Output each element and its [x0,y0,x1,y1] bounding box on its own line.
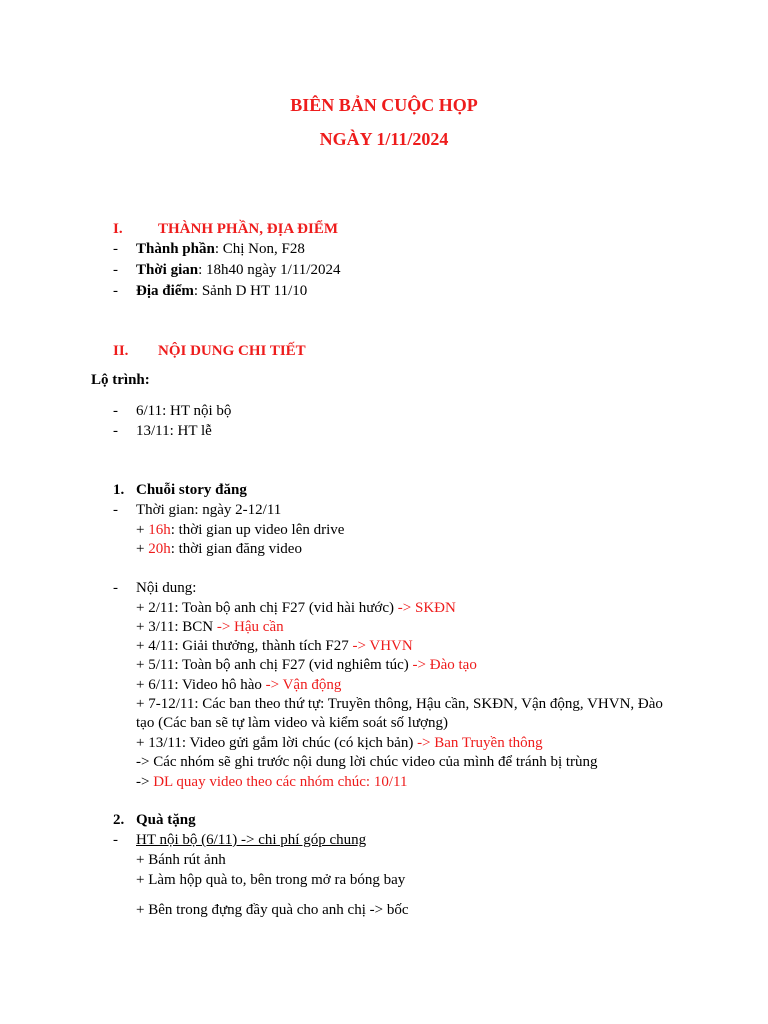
gift-sub-label: HT nội bộ (6/11) -> chi phí góp chung [136,832,367,848]
list-item [136,540,302,559]
item-1-number: 1. [113,482,125,498]
list-item: 6/11: HT nội bộ [136,403,232,419]
list-dash: - [113,832,118,848]
list-item [136,240,305,259]
highlight-team: -> Vận động [265,677,342,693]
list-item: 13/11: HT lễ [136,423,212,439]
highlight-time: 16h [148,522,171,538]
plus-prefix: + [136,541,149,557]
list-item [136,618,284,637]
location-value: : Sảnh D HT 11/10 [193,283,308,299]
location-key: Địa điểm [136,283,194,299]
highlight-team: -> SKĐN [397,600,456,616]
list-item [136,599,456,618]
list-dash: - [113,423,118,439]
list-item: + Làm hộp quà to, bên trong mở ra bóng bay [136,872,406,888]
participant-value: : Chị Non, F28 [214,241,305,257]
arrow-prefix: -> [136,774,154,790]
list-item: + Bánh rút ảnh [136,852,226,868]
section-2-number: II. [113,343,129,359]
time-value: : 18h40 ngày 1/11/2024 [198,262,341,278]
list-item: + 7-12/11: Các ban theo thứ tự: Truyền thông, Hậu cần, SKĐN, Vận động, VHVN, Đào [136,696,663,712]
content-label: Nội dung: [136,580,197,596]
item-text: + 5/11: Toàn bộ anh chị F27 (vid nghiêm túc) [136,657,413,673]
list-dash: - [113,580,118,596]
highlight-team: -> Đào tạo [412,657,477,673]
item-1-title: Chuỗi story đăng [136,482,247,498]
item-2-title: Quà tặng [136,812,196,828]
list-item: + Bên trong đựng đầy quà cho anh chị -> bốc [136,902,409,918]
section-1-number: I. [113,221,123,237]
deadline-text: DL quay video theo các nhóm chúc: 10/11 [153,774,408,790]
participant-key: Thành phần [136,241,215,257]
item-text: : thời gian đăng video [170,541,302,557]
schedule-label: Lộ trình: [91,372,150,388]
document-title: BIÊN BẢN CUỘC HỌP [290,95,478,115]
list-item [136,676,341,695]
list-item [136,734,543,753]
list-item [136,261,340,280]
item-text: + 3/11: BCN [136,619,217,635]
list-item [136,282,307,301]
note-line: -> Các nhóm sẽ ghi trước nội dung lời chúc video của mình để tránh bị trùng [136,754,598,770]
highlight-time: 20h [148,541,171,557]
list-dash: - [113,502,118,518]
highlight-team: -> Ban Truyền thông [417,735,543,751]
highlight-team: -> Hậu cần [216,619,284,635]
section-1-title: THÀNH PHẦN, ĐỊA ĐIỂM [158,221,339,237]
list-dash: - [113,241,118,257]
list-item [136,521,344,540]
list-item-continuation: tạo (Các ban sẽ tự làm video và kiểm soát số lượng) [136,715,449,731]
list-dash: - [113,262,118,278]
item-2-number: 2. [113,812,125,828]
list-item [136,637,413,656]
list-dash: - [113,283,118,299]
item-text: + 6/11: Video hô hào [136,677,266,693]
item-text: + 13/11: Video gửi gắm lời chúc (có kịch bản) [136,735,418,751]
item-text: + 4/11: Giải thưởng, thành tích F27 [136,638,353,654]
deadline-line [136,773,407,792]
plus-prefix: + [136,522,149,538]
story-time-label: Thời gian: ngày 2-12/11 [136,502,282,518]
item-text: + 2/11: Toàn bộ anh chị F27 (vid hài hước) [136,600,398,616]
document-date: NGÀY 1/11/2024 [319,129,449,149]
time-key: Thời gian [136,262,199,278]
section-2-title: NỘI DUNG CHI TIẾT [158,343,306,359]
list-dash: - [113,403,118,419]
highlight-team: -> VHVN [352,638,413,654]
list-item [136,656,477,675]
item-text: : thời gian up video lên drive [170,522,345,538]
